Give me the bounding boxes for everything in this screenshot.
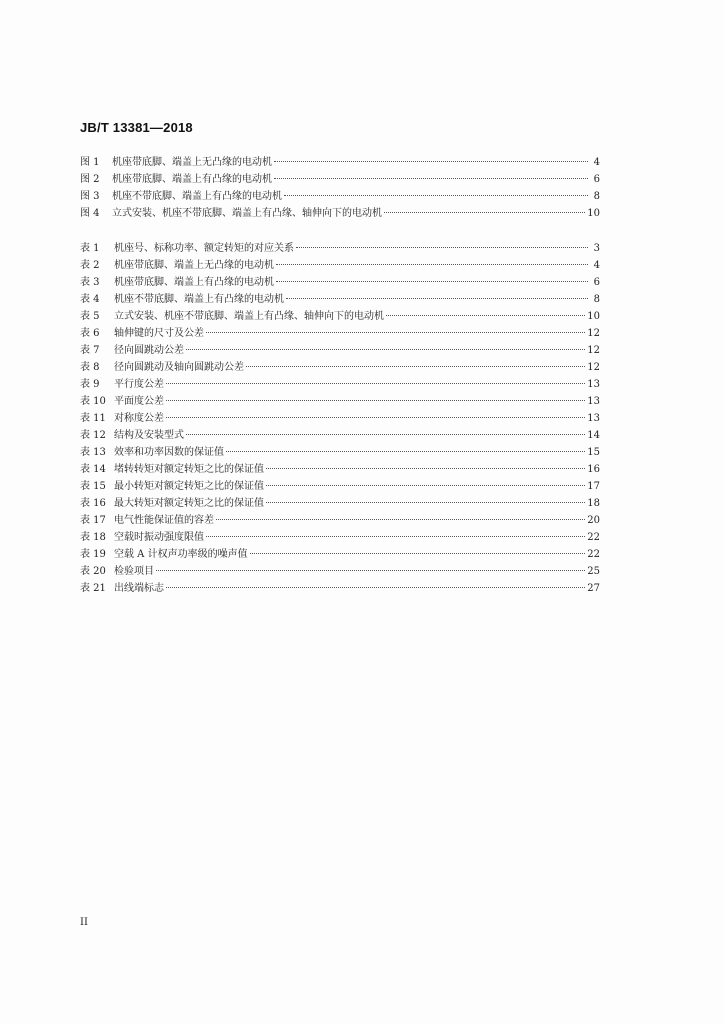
figure-label: 图 4 — [80, 208, 100, 219]
table-title: 机座带底脚、端盖上无凸缘的电动机 — [114, 260, 274, 271]
figure-title: 机座带底脚、端盖上无凸缘的电动机 — [112, 157, 272, 168]
figure-entry[interactable] — [80, 205, 600, 222]
table-label: 表 18 — [80, 532, 106, 543]
table-page-number: 18 — [587, 498, 600, 509]
dot-leader — [206, 536, 585, 537]
figure-title: 机座带底脚、端盖上有凸缘的电动机 — [112, 174, 272, 185]
table-entry[interactable] — [80, 308, 600, 325]
table-label: 表 7 — [80, 345, 100, 356]
table-page-number: 25 — [587, 566, 600, 577]
table-label: 表 6 — [80, 328, 100, 339]
table-page-number: 16 — [587, 464, 600, 475]
figure-entry[interactable] — [80, 171, 600, 188]
table-page-number: 6 — [593, 277, 600, 288]
figure-label: 图 3 — [80, 191, 100, 202]
table-entry[interactable] — [80, 427, 600, 444]
table-title: 轴伸键的尺寸及公差 — [114, 328, 204, 339]
table-entry[interactable] — [80, 444, 600, 461]
page-number: II — [80, 917, 88, 928]
table-page-number: 14 — [587, 430, 600, 441]
table-page-number: 22 — [587, 532, 600, 543]
table-title: 径向圆跳动及轴向圆跳动公差 — [114, 362, 244, 373]
table-title: 立式安装、机座不带底脚、端盖上有凸缘、轴伸向下的电动机 — [114, 311, 384, 322]
table-title: 平面度公差 — [114, 396, 164, 407]
table-entry[interactable] — [80, 563, 600, 580]
table-page-number: 17 — [587, 481, 600, 492]
table-title: 最小转矩对额定转矩之比的保证值 — [114, 481, 264, 492]
dot-leader — [286, 298, 588, 299]
dot-leader — [266, 502, 585, 503]
dot-leader — [166, 417, 585, 418]
table-label: 表 1 — [80, 243, 100, 254]
table-label: 表 17 — [80, 515, 106, 526]
dot-leader — [166, 400, 585, 401]
table-title: 径向圆跳动公差 — [114, 345, 184, 356]
table-page-number: 12 — [587, 345, 600, 356]
figure-page-number: 4 — [593, 157, 600, 168]
table-title: 对称度公差 — [114, 413, 164, 424]
figure-entry[interactable] — [80, 188, 600, 205]
dot-leader — [186, 349, 585, 350]
table-label: 表 8 — [80, 362, 100, 373]
table-page-number: 22 — [587, 549, 600, 560]
table-title: 机座号、标称功率、额定转矩的对应关系 — [114, 243, 294, 254]
table-label: 表 12 — [80, 430, 106, 441]
table-entry[interactable] — [80, 393, 600, 410]
table-title: 检验项目 — [114, 566, 154, 577]
table-entry[interactable] — [80, 240, 600, 257]
table-label: 表 5 — [80, 311, 100, 322]
table-entry[interactable] — [80, 257, 600, 274]
dot-leader — [206, 332, 585, 333]
table-entry[interactable] — [80, 580, 600, 597]
dot-leader — [226, 451, 585, 452]
table-page-number: 12 — [587, 328, 600, 339]
table-title: 机座带底脚、端盖上有凸缘的电动机 — [114, 277, 274, 288]
table-label: 表 4 — [80, 294, 100, 305]
dot-leader — [246, 366, 585, 367]
table-entry[interactable] — [80, 546, 600, 563]
table-title: 空载时振动强度限值 — [114, 532, 204, 543]
table-page-number: 13 — [587, 379, 600, 390]
dot-leader — [266, 468, 585, 469]
table-label: 表 20 — [80, 566, 106, 577]
table-page-number: 27 — [587, 583, 600, 594]
table-entry[interactable] — [80, 495, 600, 512]
table-entry[interactable] — [80, 291, 600, 308]
figure-label: 图 2 — [80, 174, 100, 185]
table-title: 平行度公差 — [114, 379, 164, 390]
table-label: 表 13 — [80, 447, 106, 458]
table-list — [80, 240, 600, 597]
figure-list — [80, 154, 600, 222]
table-label: 表 11 — [80, 413, 106, 424]
dot-leader — [216, 519, 585, 520]
dot-leader — [276, 264, 588, 265]
dot-leader — [156, 570, 585, 571]
table-entry[interactable] — [80, 461, 600, 478]
table-title: 效率和功率因数的保证值 — [114, 447, 224, 458]
table-page-number: 13 — [587, 396, 600, 407]
table-page-number: 4 — [593, 260, 600, 271]
dot-leader — [274, 178, 588, 179]
table-entry[interactable] — [80, 529, 600, 546]
dot-leader — [284, 195, 588, 196]
table-label: 表 14 — [80, 464, 106, 475]
dot-leader — [266, 485, 585, 486]
table-label: 表 10 — [80, 396, 106, 407]
table-page-number: 8 — [593, 294, 600, 305]
table-page-number: 10 — [587, 311, 600, 322]
table-page-number: 15 — [587, 447, 600, 458]
table-page-number: 12 — [587, 362, 600, 373]
dot-leader — [384, 212, 585, 213]
table-label: 表 21 — [80, 583, 106, 594]
table-entry[interactable] — [80, 512, 600, 529]
figure-title: 立式安装、机座不带底脚、端盖上有凸缘、轴伸向下的电动机 — [112, 208, 382, 219]
table-title: 出线端标志 — [114, 583, 164, 594]
table-label: 表 3 — [80, 277, 100, 288]
figure-label: 图 1 — [80, 157, 100, 168]
dot-leader — [276, 281, 588, 282]
dot-leader — [386, 315, 585, 316]
table-entry[interactable] — [80, 376, 600, 393]
table-title: 空载 A 计权声功率级的噪声值 — [114, 549, 248, 560]
table-label: 表 15 — [80, 481, 106, 492]
table-label: 表 19 — [80, 549, 106, 560]
figure-page-number: 8 — [593, 191, 600, 202]
table-page-number: 13 — [587, 413, 600, 424]
table-entry[interactable] — [80, 325, 600, 342]
table-title: 电气性能保证值的容差 — [114, 515, 214, 526]
dot-leader — [274, 161, 588, 162]
figure-page-number: 10 — [587, 208, 600, 219]
table-entry[interactable] — [80, 359, 600, 376]
table-title: 机座不带底脚、端盖上有凸缘的电动机 — [114, 294, 284, 305]
table-label: 表 16 — [80, 498, 106, 509]
table-entry[interactable] — [80, 274, 600, 291]
figure-title: 机座不带底脚、端盖上有凸缘的电动机 — [112, 191, 282, 202]
table-page-number: 3 — [593, 243, 600, 254]
table-title: 堵转转矩对额定转矩之比的保证值 — [114, 464, 264, 475]
table-page-number: 20 — [587, 515, 600, 526]
dot-leader — [296, 247, 588, 248]
dot-leader — [166, 383, 585, 384]
table-label: 表 2 — [80, 260, 100, 271]
document-code: JB/T 13381—2018 — [80, 120, 193, 135]
figure-page-number: 6 — [593, 174, 600, 185]
table-title: 最大转矩对额定转矩之比的保证值 — [114, 498, 264, 509]
dot-leader — [166, 587, 585, 588]
table-entry[interactable] — [80, 410, 600, 427]
dot-leader — [250, 553, 586, 554]
table-entry[interactable] — [80, 342, 600, 359]
table-label: 表 9 — [80, 379, 100, 390]
dot-leader — [186, 434, 585, 435]
table-title: 结构及安装型式 — [114, 430, 184, 441]
table-entry[interactable] — [80, 478, 600, 495]
figure-entry[interactable] — [80, 154, 600, 171]
